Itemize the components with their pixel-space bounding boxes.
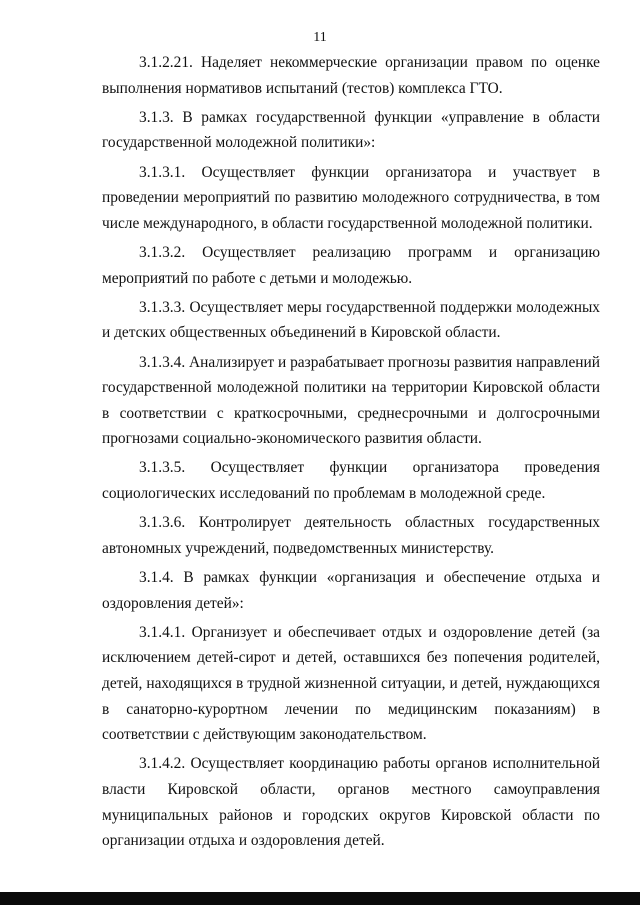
paragraph-3-1-4: 3.1.4. В рамках функции «организация и обеспечение отдыха и оздоровления детей»: (102, 569, 600, 612)
paragraph-3-1-3-3: 3.1.3.3. Осуществляет меры государственной поддержки молодежных и детских общественных объединений в Кировской области. (102, 298, 600, 342)
paragraph-3-1-3-6: 3.1.3.6. Контролирует деятельность областных государственных автономных учреждений, подведомственных министерству. (102, 514, 600, 557)
paragraph-3-1-3-5: 3.1.3.5. Осуществляет функции организатора проведения социологических исследований по проблемам в молодежной среде. (102, 459, 600, 503)
paragraph-3-1-2-21: 3.1.2.21. Наделяет некоммерческие организации правом по оценке выполнения нормативов испытаний (тестов) комплекса ГТО. (102, 54, 600, 97)
paragraph-3-1-4-1: 3.1.4.1. Организует и обеспечивает отдых и оздоровление детей (за исключением детей-сирот и детей, оставшихся без попечения родителей, детей, находящихся в трудной жизненной ситуации, и детей, нуждающихся в санаторно-курортном лечении по медицинским показаниям) в соответствии с действующим законодательством. (102, 623, 600, 744)
scan-bottom-border (0, 892, 640, 905)
paragraph-3-1-3-2: 3.1.3.2. Осуществляет реализацию программ и организацию мероприятий по работе с детьми и молодежью. (102, 243, 600, 287)
paragraph-3-1-3-4: 3.1.3.4. Анализирует и разрабатывает прогнозы развития направлений государственной молодежной политики на территории Кировской области в соответствии с краткосрочными, среднесрочными и долгосрочными прогнозами социально-экономического развития области. (102, 353, 600, 448)
paragraph-3-1-3: 3.1.3. В рамках государственной функции «управление в области государственной молодежной политики»: (102, 108, 600, 152)
page-number: 11 (313, 30, 327, 45)
paragraph-3-1-4-2: 3.1.4.2. Осуществляет координацию работы органов исполнительной власти Кировской области, органов местного самоуправления муниципальных районов и городских округов Кировской области по организации отдыха и оздоровления детей. (102, 755, 600, 850)
paragraph-3-1-3-1: 3.1.3.1. Осуществляет функции организатора и участвует в проведении мероприятий по развитию молодежного сотрудничества, в том числе международного, в области государственной молодежной политики. (102, 163, 600, 232)
document-body (102, 50, 600, 857)
